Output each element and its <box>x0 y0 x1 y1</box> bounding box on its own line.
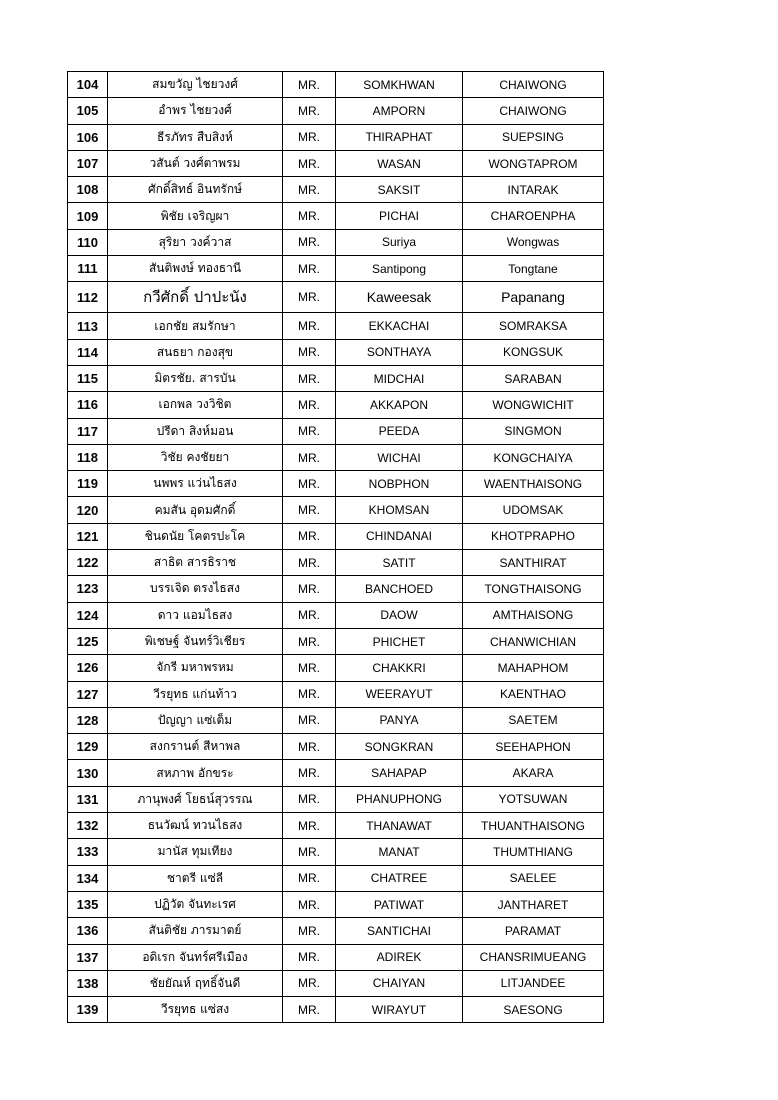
first-name-cell: WEERAYUT <box>336 681 463 707</box>
first-name-cell: CHINDANAI <box>336 523 463 549</box>
title-cell: MR. <box>283 282 336 313</box>
table-row <box>68 313 604 339</box>
row-number-cell: 135 <box>68 891 108 917</box>
title-cell: MR. <box>283 523 336 549</box>
thai-name-cell: สงกรานต์ สีหาพล <box>108 734 283 760</box>
thai-name-cell: สหภาพ อักขระ <box>108 760 283 786</box>
row-number-cell: 109 <box>68 203 108 229</box>
last-name-cell: CHANSRIMUEANG <box>463 944 604 970</box>
thai-name-cell: ปฏิวัต จันทะเรศ <box>108 891 283 917</box>
thai-name-cell: วีรยุทธ แก่นท้าว <box>108 681 283 707</box>
first-name-cell: SATIT <box>336 550 463 576</box>
thai-name-cell: ภานุพงศ์ โยธน์สุวรรณ <box>108 786 283 812</box>
first-name-cell: CHAKKRI <box>336 655 463 681</box>
thai-name-cell: กวีศักดิ์ ปาปะนัง <box>108 282 283 313</box>
table-row <box>68 177 604 203</box>
last-name-cell: YOTSUWAN <box>463 786 604 812</box>
last-name-cell: AKARA <box>463 760 604 786</box>
row-number-cell: 137 <box>68 944 108 970</box>
table-row <box>68 760 604 786</box>
thai-name-cell: นพพร แว่นไธสง <box>108 471 283 497</box>
thai-name-cell: สุริยา วงค์วาส <box>108 229 283 255</box>
title-cell: MR. <box>283 497 336 523</box>
thai-name-cell: สนธยา กองสุข <box>108 339 283 365</box>
row-number-cell: 123 <box>68 576 108 602</box>
first-name-cell: SAKSIT <box>336 177 463 203</box>
first-name-cell: PICHAI <box>336 203 463 229</box>
row-number-cell: 104 <box>68 72 108 98</box>
row-number-cell: 139 <box>68 997 108 1023</box>
last-name-cell: SAESONG <box>463 997 604 1023</box>
first-name-cell: THIRAPHAT <box>336 124 463 150</box>
row-number-cell: 113 <box>68 313 108 339</box>
first-name-cell: PEEDA <box>336 418 463 444</box>
table-row <box>68 72 604 98</box>
table-row <box>68 707 604 733</box>
first-name-cell: WIRAYUT <box>336 997 463 1023</box>
row-number-cell: 127 <box>68 681 108 707</box>
title-cell: MR. <box>283 203 336 229</box>
first-name-cell: MIDCHAI <box>336 365 463 391</box>
thai-name-cell: ปรีดา สิงห์มอน <box>108 418 283 444</box>
table-row <box>68 944 604 970</box>
first-name-cell: Suriya <box>336 229 463 255</box>
last-name-cell: KONGCHAIYA <box>463 444 604 470</box>
row-number-cell: 122 <box>68 550 108 576</box>
thai-name-cell: สาธิต สารธิราช <box>108 550 283 576</box>
title-cell: MR. <box>283 707 336 733</box>
last-name-cell: CHAIWONG <box>463 98 604 124</box>
title-cell: MR. <box>283 313 336 339</box>
first-name-cell: EKKACHAI <box>336 313 463 339</box>
row-number-cell: 117 <box>68 418 108 444</box>
table-row <box>68 602 604 628</box>
last-name-cell: SAETEM <box>463 707 604 733</box>
first-name-cell: THANAWAT <box>336 813 463 839</box>
row-number-cell: 120 <box>68 497 108 523</box>
thai-name-cell: ดาว แอมไธสง <box>108 602 283 628</box>
thai-name-cell: วิชัย คงชัยยา <box>108 444 283 470</box>
thai-name-cell: ปัญญา แซ่เต็ม <box>108 707 283 733</box>
title-cell: MR. <box>283 839 336 865</box>
row-number-cell: 116 <box>68 392 108 418</box>
title-cell: MR. <box>283 471 336 497</box>
table-row <box>68 970 604 996</box>
title-cell: MR. <box>283 177 336 203</box>
last-name-cell: UDOMSAK <box>463 497 604 523</box>
table-row <box>68 471 604 497</box>
table-row <box>68 734 604 760</box>
thai-name-cell: มานัส ทุมเทียง <box>108 839 283 865</box>
last-name-cell: CHAIWONG <box>463 72 604 98</box>
first-name-cell: SOMKHWAN <box>336 72 463 98</box>
first-name-cell: WASAN <box>336 150 463 176</box>
row-number-cell: 130 <box>68 760 108 786</box>
row-number-cell: 134 <box>68 865 108 891</box>
thai-name-cell: อำพร ไชยวงศ์ <box>108 98 283 124</box>
row-number-cell: 118 <box>68 444 108 470</box>
table-row <box>68 124 604 150</box>
row-number-cell: 121 <box>68 523 108 549</box>
table-row <box>68 997 604 1023</box>
table-row <box>68 150 604 176</box>
row-number-cell: 107 <box>68 150 108 176</box>
title-cell: MR. <box>283 576 336 602</box>
thai-name-cell: มิตรชัย. สารบัน <box>108 365 283 391</box>
row-number-cell: 110 <box>68 229 108 255</box>
table-row <box>68 655 604 681</box>
thai-name-cell: ชินดนัย โคตรปะโค <box>108 523 283 549</box>
thai-name-cell: พิชัย เจริญผา <box>108 203 283 229</box>
last-name-cell: SAELEE <box>463 865 604 891</box>
last-name-cell: SUEPSING <box>463 124 604 150</box>
last-name-cell: Papanang <box>463 282 604 313</box>
row-number-cell: 138 <box>68 970 108 996</box>
row-number-cell: 111 <box>68 256 108 282</box>
roster-body <box>68 72 604 1023</box>
first-name-cell: ADIREK <box>336 944 463 970</box>
first-name-cell: PHICHET <box>336 628 463 654</box>
row-number-cell: 106 <box>68 124 108 150</box>
row-number-cell: 131 <box>68 786 108 812</box>
thai-name-cell: สมขวัญ ไชยวงศ์ <box>108 72 283 98</box>
title-cell: MR. <box>283 734 336 760</box>
title-cell: MR. <box>283 229 336 255</box>
first-name-cell: PANYA <box>336 707 463 733</box>
thai-name-cell: เอกพล วงวิชิต <box>108 392 283 418</box>
last-name-cell: SEEHAPHON <box>463 734 604 760</box>
last-name-cell: Wongwas <box>463 229 604 255</box>
first-name-cell: NOBPHON <box>336 471 463 497</box>
last-name-cell: THUMTHIANG <box>463 839 604 865</box>
thai-name-cell: ธนวัฒน์ ทวนไธสง <box>108 813 283 839</box>
row-number-cell: 108 <box>68 177 108 203</box>
table-row <box>68 550 604 576</box>
table-row <box>68 786 604 812</box>
table-row <box>68 576 604 602</box>
thai-name-cell: จักรี มหาพรหม <box>108 655 283 681</box>
table-row <box>68 256 604 282</box>
last-name-cell: KHOTPRAPHO <box>463 523 604 549</box>
title-cell: MR. <box>283 98 336 124</box>
thai-name-cell: อดิเรก จันทร์ศรีเมือง <box>108 944 283 970</box>
table-row <box>68 681 604 707</box>
title-cell: MR. <box>283 865 336 891</box>
title-cell: MR. <box>283 72 336 98</box>
thai-name-cell: เอกชัย สมรักษา <box>108 313 283 339</box>
title-cell: MR. <box>283 681 336 707</box>
title-cell: MR. <box>283 124 336 150</box>
row-number-cell: 133 <box>68 839 108 865</box>
row-number-cell: 132 <box>68 813 108 839</box>
title-cell: MR. <box>283 418 336 444</box>
last-name-cell: WONGTAPROM <box>463 150 604 176</box>
title-cell: MR. <box>283 891 336 917</box>
thai-name-cell: ชาตรี แซ่ลี <box>108 865 283 891</box>
row-number-cell: 119 <box>68 471 108 497</box>
first-name-cell: CHAIYAN <box>336 970 463 996</box>
first-name-cell: BANCHOED <box>336 576 463 602</box>
last-name-cell: SOMRAKSA <box>463 313 604 339</box>
roster-table <box>67 71 604 1023</box>
table-row <box>68 98 604 124</box>
first-name-cell: Kaweesak <box>336 282 463 313</box>
row-number-cell: 112 <box>68 282 108 313</box>
row-number-cell: 115 <box>68 365 108 391</box>
first-name-cell: WICHAI <box>336 444 463 470</box>
title-cell: MR. <box>283 256 336 282</box>
row-number-cell: 126 <box>68 655 108 681</box>
table-row <box>68 497 604 523</box>
thai-name-cell: วีรยุทธ แซ่สง <box>108 997 283 1023</box>
first-name-cell: AKKAPON <box>336 392 463 418</box>
first-name-cell: CHATREE <box>336 865 463 891</box>
table-row <box>68 282 604 313</box>
table-row <box>68 339 604 365</box>
title-cell: MR. <box>283 628 336 654</box>
last-name-cell: JANTHARET <box>463 891 604 917</box>
title-cell: MR. <box>283 602 336 628</box>
first-name-cell: SONGKRAN <box>336 734 463 760</box>
last-name-cell: CHANWICHIAN <box>463 628 604 654</box>
table-row <box>68 444 604 470</box>
last-name-cell: MAHAPHOM <box>463 655 604 681</box>
table-row <box>68 365 604 391</box>
last-name-cell: PARAMAT <box>463 918 604 944</box>
last-name-cell: SINGMON <box>463 418 604 444</box>
thai-name-cell: สันติชัย ภารมาตย์ <box>108 918 283 944</box>
title-cell: MR. <box>283 150 336 176</box>
last-name-cell: LITJANDEE <box>463 970 604 996</box>
last-name-cell: INTARAK <box>463 177 604 203</box>
first-name-cell: AMPORN <box>336 98 463 124</box>
last-name-cell: AMTHAISONG <box>463 602 604 628</box>
table-row <box>68 418 604 444</box>
first-name-cell: SAHAPAP <box>336 760 463 786</box>
title-cell: MR. <box>283 392 336 418</box>
thai-name-cell: พิเชษฐ์ จันทร์วิเชียร <box>108 628 283 654</box>
first-name-cell: DAOW <box>336 602 463 628</box>
table-row <box>68 839 604 865</box>
title-cell: MR. <box>283 444 336 470</box>
table-row <box>68 229 604 255</box>
first-name-cell: PHANUPHONG <box>336 786 463 812</box>
first-name-cell: PATIWAT <box>336 891 463 917</box>
thai-name-cell: ชัยยัณห์ ฤทธิ์จันดี <box>108 970 283 996</box>
table-row <box>68 813 604 839</box>
title-cell: MR. <box>283 970 336 996</box>
thai-name-cell: วสันต์ วงศ์ตาพรม <box>108 150 283 176</box>
title-cell: MR. <box>283 944 336 970</box>
row-number-cell: 129 <box>68 734 108 760</box>
last-name-cell: KAENTHAO <box>463 681 604 707</box>
thai-name-cell: ธีรภัทร สืบสิงห์ <box>108 124 283 150</box>
last-name-cell: Tongtane <box>463 256 604 282</box>
last-name-cell: THUANTHAISONG <box>463 813 604 839</box>
table-row <box>68 203 604 229</box>
last-name-cell: SANTHIRAT <box>463 550 604 576</box>
title-cell: MR. <box>283 918 336 944</box>
thai-name-cell: ศักดิ์สิทธ์ อินทรักษ์ <box>108 177 283 203</box>
row-number-cell: 105 <box>68 98 108 124</box>
title-cell: MR. <box>283 760 336 786</box>
last-name-cell: SARABAN <box>463 365 604 391</box>
last-name-cell: WAENTHAISONG <box>463 471 604 497</box>
title-cell: MR. <box>283 813 336 839</box>
last-name-cell: WONGWICHIT <box>463 392 604 418</box>
title-cell: MR. <box>283 550 336 576</box>
title-cell: MR. <box>283 365 336 391</box>
first-name-cell: SONTHAYA <box>336 339 463 365</box>
row-number-cell: 128 <box>68 707 108 733</box>
table-row <box>68 523 604 549</box>
row-number-cell: 124 <box>68 602 108 628</box>
first-name-cell: SANTICHAI <box>336 918 463 944</box>
title-cell: MR. <box>283 997 336 1023</box>
row-number-cell: 136 <box>68 918 108 944</box>
last-name-cell: KONGSUK <box>463 339 604 365</box>
first-name-cell: KHOMSAN <box>336 497 463 523</box>
table-row <box>68 865 604 891</box>
last-name-cell: TONGTHAISONG <box>463 576 604 602</box>
title-cell: MR. <box>283 655 336 681</box>
table-row <box>68 392 604 418</box>
table-row <box>68 918 604 944</box>
table-row <box>68 891 604 917</box>
table-row <box>68 628 604 654</box>
last-name-cell: CHAROENPHA <box>463 203 604 229</box>
thai-name-cell: บรรเจิด ตรงไธสง <box>108 576 283 602</box>
first-name-cell: MANAT <box>336 839 463 865</box>
thai-name-cell: คมสัน อุดมศักดิ์ <box>108 497 283 523</box>
row-number-cell: 114 <box>68 339 108 365</box>
title-cell: MR. <box>283 786 336 812</box>
row-number-cell: 125 <box>68 628 108 654</box>
first-name-cell: Santipong <box>336 256 463 282</box>
title-cell: MR. <box>283 339 336 365</box>
thai-name-cell: สันติพงษ์ ทองธานี <box>108 256 283 282</box>
